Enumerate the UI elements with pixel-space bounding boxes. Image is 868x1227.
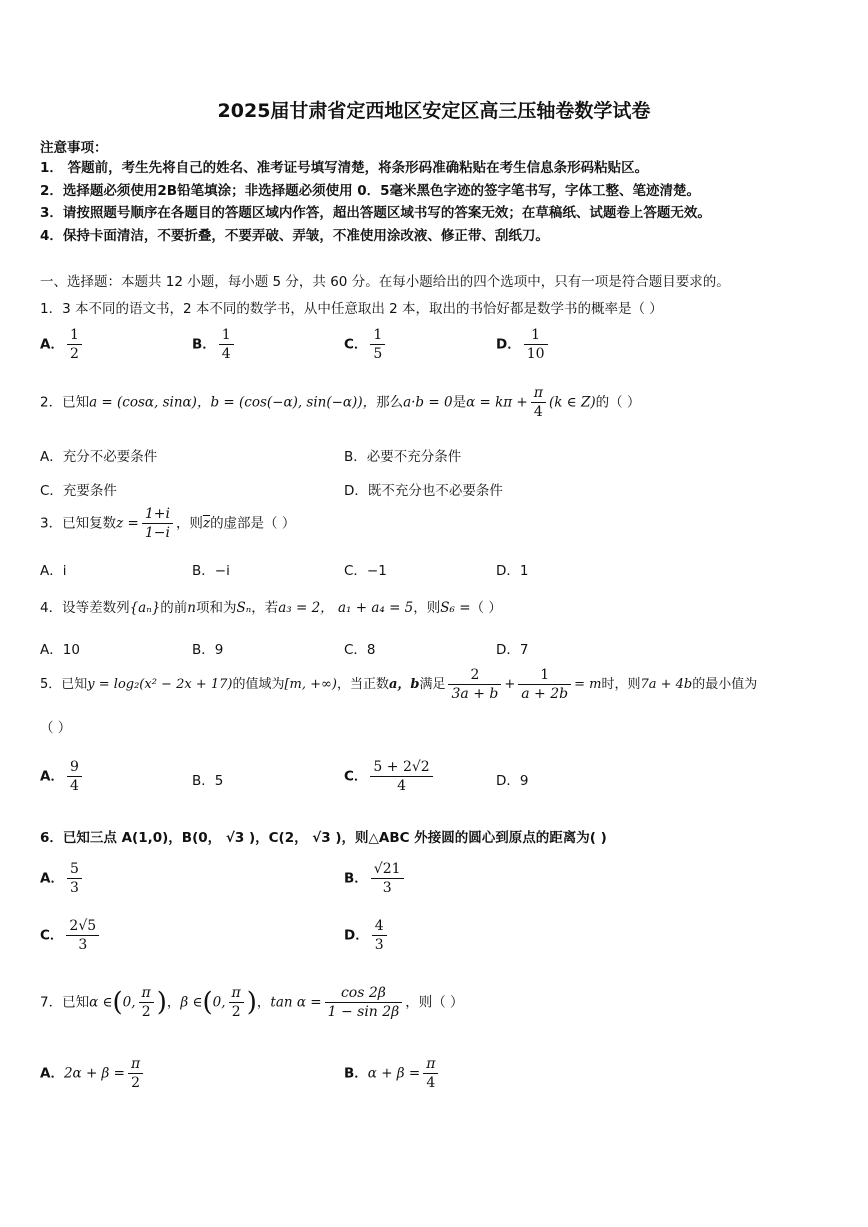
question-7-stem: 7．已知α ∈(0, $\frac{\pi}{2}$ )，β ∈(0, $\frac{\pi}{2}$ )，tan α = $\frac{\cos 2\beta}{1 - \sin 2\beta}$ ，则（ ） (40, 985, 464, 1020)
note-item-2: 2．选择题必须使用2B铅笔填涂；非选择题必须使用 0．5毫米黑色字迹的签字笔书写，字体工整、笔迹清楚。 (40, 183, 701, 199)
question-2-stem: 2．已知a = (cosα, sinα)，b = (cos(−α), sin(−α))，那么a·b = 0是α = kπ + $\frac{\pi}{4}$ (k ∈ Z)的（ ） (40, 385, 641, 420)
question-6-stem: 6．已知三点 A(1,0)，B(0， √3 )，C(2， √3 )，则△ABC 外接圆的圆心到原点的距离为( ) (40, 830, 607, 846)
question-4-stem: 4．设等差数列{aₙ}的前n项和为Sₙ，若a₃ = 2， a₁ + a₄ = 5，则S₆ =（ ） (40, 600, 502, 616)
question-5-stem: 5．已知y = log₂(x² − 2x + 17)的值域为[m, +∞)，当正数a，b满足 $\frac{2}{3a + b}$ + $\frac{1}{a + 2b}$ = m时，则7a + 4b的最小值为 (40, 667, 758, 702)
q2-option-d: D．既不充分也不必要条件 (344, 483, 503, 499)
note-item-4: 4．保持卡面清洁，不要折叠，不要弄破、弄皱，不准使用涂改液、修正带、刮纸刀。 (40, 228, 549, 244)
note-item-1: 1． 答题前，考生先将自己的姓名、准考证号填写清楚，将条形码准确粘贴在考生信息条形码粘贴区。 (40, 160, 649, 176)
q3-option-a: A．i (40, 563, 67, 579)
q7-option-b: B．α + β = $\frac{\pi}{4}$ (344, 1055, 441, 1092)
question-1-stem: 1．3 本不同的语文书，2 本不同的数学书，从中任意取出 2 本，取出的书恰好都是数学书的概率是（ ） (40, 301, 663, 317)
q3-option-c: C．−1 (344, 563, 387, 579)
q4-option-a: A．10 (40, 642, 80, 658)
q6-option-b: B． $\frac{√21}{3}$ (344, 860, 407, 897)
q4-option-c: C．8 (344, 642, 376, 658)
note-item-3: 3．请按照题号顺序在各题目的答题区域内作答，超出答题区域书写的答案无效；在草稿纸、试题卷上答题无效。 (40, 205, 711, 221)
q5-option-d: D．9 (496, 773, 529, 789)
q1-option-c: C． $\frac{1}{5}$ (344, 326, 388, 363)
q3-option-b: B．−i (192, 563, 230, 579)
q1-option-a: A． $\frac{1}{2}$ (40, 326, 85, 363)
q6-option-a: A． $\frac{5}{3}$ (40, 860, 85, 897)
question-5-paren: （ ） (40, 720, 72, 736)
q6-option-c: C． $\frac{2√5}{3}$ (40, 917, 102, 954)
q2-option-a: A．充分不必要条件 (40, 449, 158, 465)
q5-option-b: B．5 (192, 773, 224, 789)
notes-heading: 注意事项： (40, 140, 108, 156)
q1-option-b: B． $\frac{1}{4}$ (192, 326, 237, 363)
section-heading: 一、选择题：本题共 12 小题，每小题 5 分，共 60 分。在每小题给出的四个选项中，只有一项是符合题目要求的。 (40, 274, 730, 290)
q2-option-c: C．充要条件 (40, 483, 117, 499)
q5-option-a: A． $\frac{9}{4}$ (40, 758, 85, 795)
q3-option-d: D．1 (496, 563, 529, 579)
q4-option-d: D．7 (496, 642, 529, 658)
q7-option-a: A．2α + β = $\frac{\pi}{2}$ (40, 1055, 146, 1092)
q2-option-b: B．必要不充分条件 (344, 449, 462, 465)
q6-option-d: D． $\frac{4}{3}$ (344, 917, 390, 954)
q4-option-b: B．9 (192, 642, 224, 658)
q1-option-d: D． $\frac{1}{10}$ (496, 326, 551, 363)
page-title: 2025届甘肃省定西地区安定区高三压轴卷数学试卷 (217, 100, 651, 122)
q5-option-c: C． $\frac{5 + 2√2}{4}$ (344, 758, 436, 795)
question-3-stem: 3．已知复数z = $\frac{1+i}{1-i}$ ，则$\overline{z}$的虚部是（ ） (40, 506, 296, 541)
